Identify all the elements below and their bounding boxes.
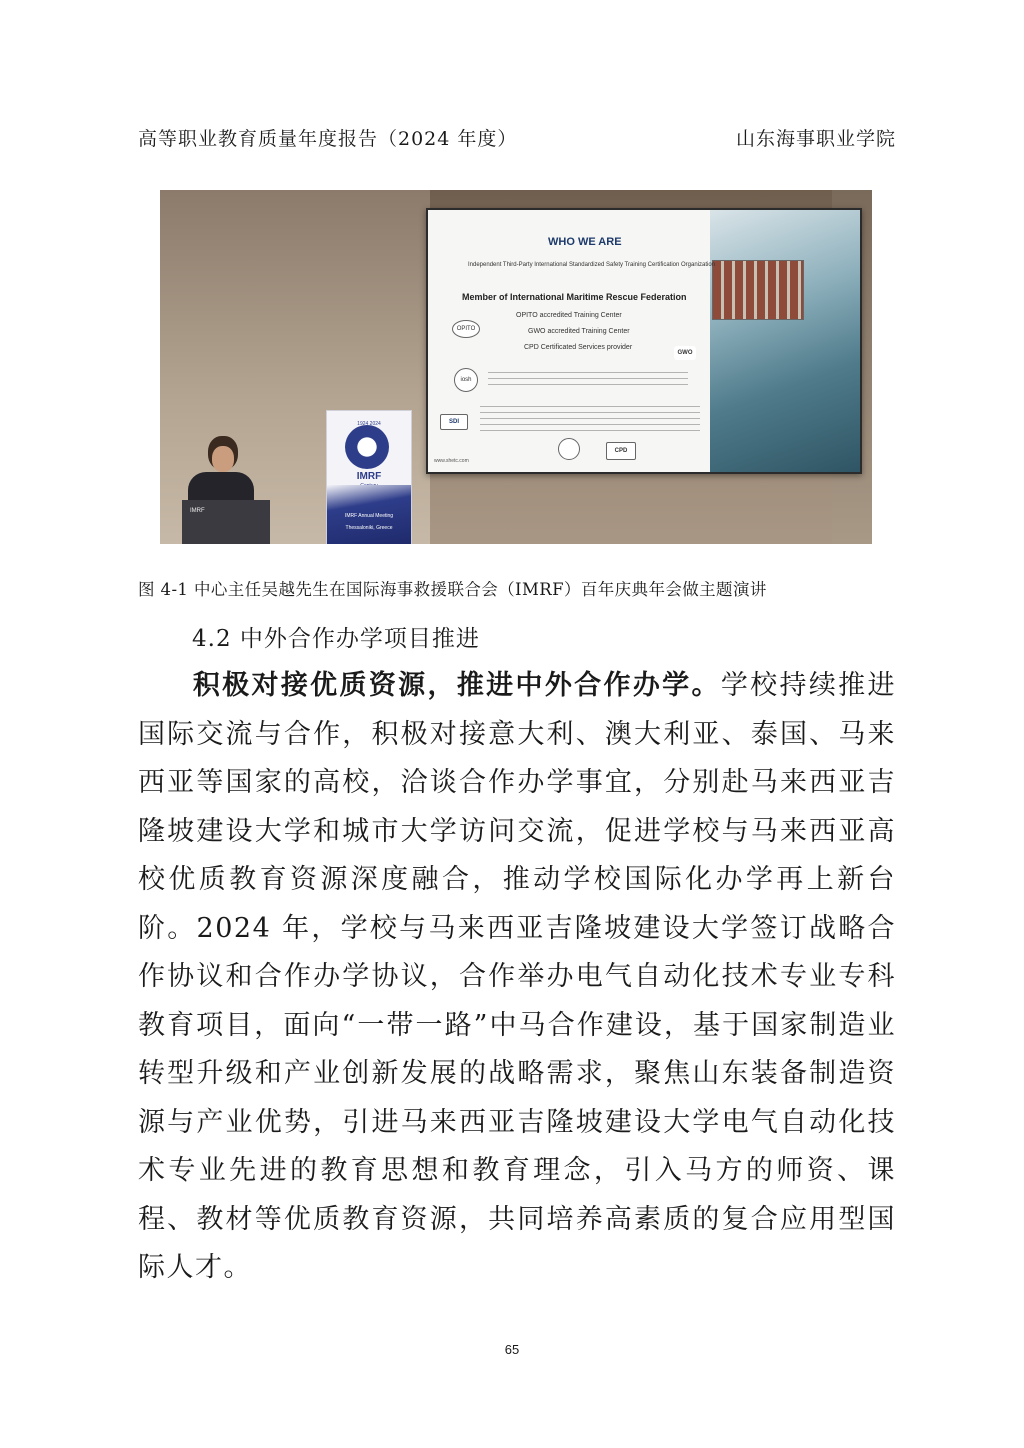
imrf-banner — [326, 410, 412, 544]
slide-text-block-2 — [480, 406, 700, 436]
banner-place: Thessaloniki, Greece — [345, 525, 393, 531]
speaker-face — [212, 446, 234, 472]
seal-logo-icon — [558, 438, 580, 460]
sdi-logo-icon: SDI — [440, 414, 468, 430]
header-institution: 山东海事职业学院 — [735, 128, 896, 150]
section-heading: 4.2 中外合作办学项目推进 — [192, 626, 480, 652]
paragraph-text: 学校持续推进国际交流与合作，积极对接意大利、澳大利亚、泰国、马来西亚等国家的高校，洽谈合作办学事宜，分别赴马来西亚吉隆坡建设大学和城市大学访问交流，促进学校与马来西亚高校优质教育资源深度融合，推动学校国际化办学再上新台阶。2024 年，学校与马来西亚吉隆坡建设大学签订战略合作协议和合作办学协议，合作举办电气自动化技术专业专科教育项目，面向“一带一路”中马合作建设，基于国家制造业转型升级和产业创新发展的战略需求，聚焦山东装备制造资源与产业优势，引进马来西亚吉隆坡建设大学电气自动化技术专业先进的教育思想和教育理念，引入马方的师资、课程、教材等优质教育资源，共同培养高素质的复合应用型国际人才。 — [138, 670, 897, 1283]
podium-label: IMRF — [190, 508, 205, 514]
slide-line-opito: OPITO accredited Training Center — [516, 312, 622, 319]
slide-line-cpd: CPD Certificated Services provider — [524, 344, 633, 351]
projection-screen — [426, 208, 862, 474]
slide-building-image — [712, 260, 804, 320]
paragraph-lead: 积极对接优质资源，推进中外合作办学。 — [192, 670, 721, 701]
slide-title: WHO WE ARE — [548, 236, 622, 248]
event-photo — [160, 190, 872, 544]
slide-subtitle: Independent Third-Party International Standardized Safety Training Certification Organization — [468, 262, 716, 268]
page-number: 65 — [504, 1342, 520, 1357]
header-report-title: 高等职业教育质量年度报告（2024 年度） — [138, 128, 518, 150]
banner-title: IMRF — [356, 471, 382, 482]
slide-line-gwo: GWO accredited Training Center — [528, 328, 630, 335]
banner-years: 1924 2024 — [357, 421, 381, 427]
podium — [182, 500, 270, 544]
slide-text-block — [488, 372, 688, 390]
imrf-emblem-icon — [345, 425, 389, 469]
banner-meeting: IMRF Annual Meeting — [344, 513, 394, 519]
slide-member-line: Member of International Maritime Rescue Federation — [462, 292, 687, 302]
figure-caption: 图 4-1 中心主任吴越先生在国际海事救援联合会（IMRF）百年庆典年会做主题演讲 — [138, 580, 767, 599]
iosh-logo-icon: iosh — [454, 368, 478, 392]
cpd-logo-icon: CPD — [606, 442, 636, 460]
gwo-logo-icon: GWO — [674, 346, 696, 360]
body-paragraph — [138, 662, 896, 1293]
opito-logo-icon: OPITO — [452, 320, 480, 338]
slide-rescue-image — [710, 210, 860, 472]
slide-footer-url: www.shetc.com — [434, 458, 469, 464]
